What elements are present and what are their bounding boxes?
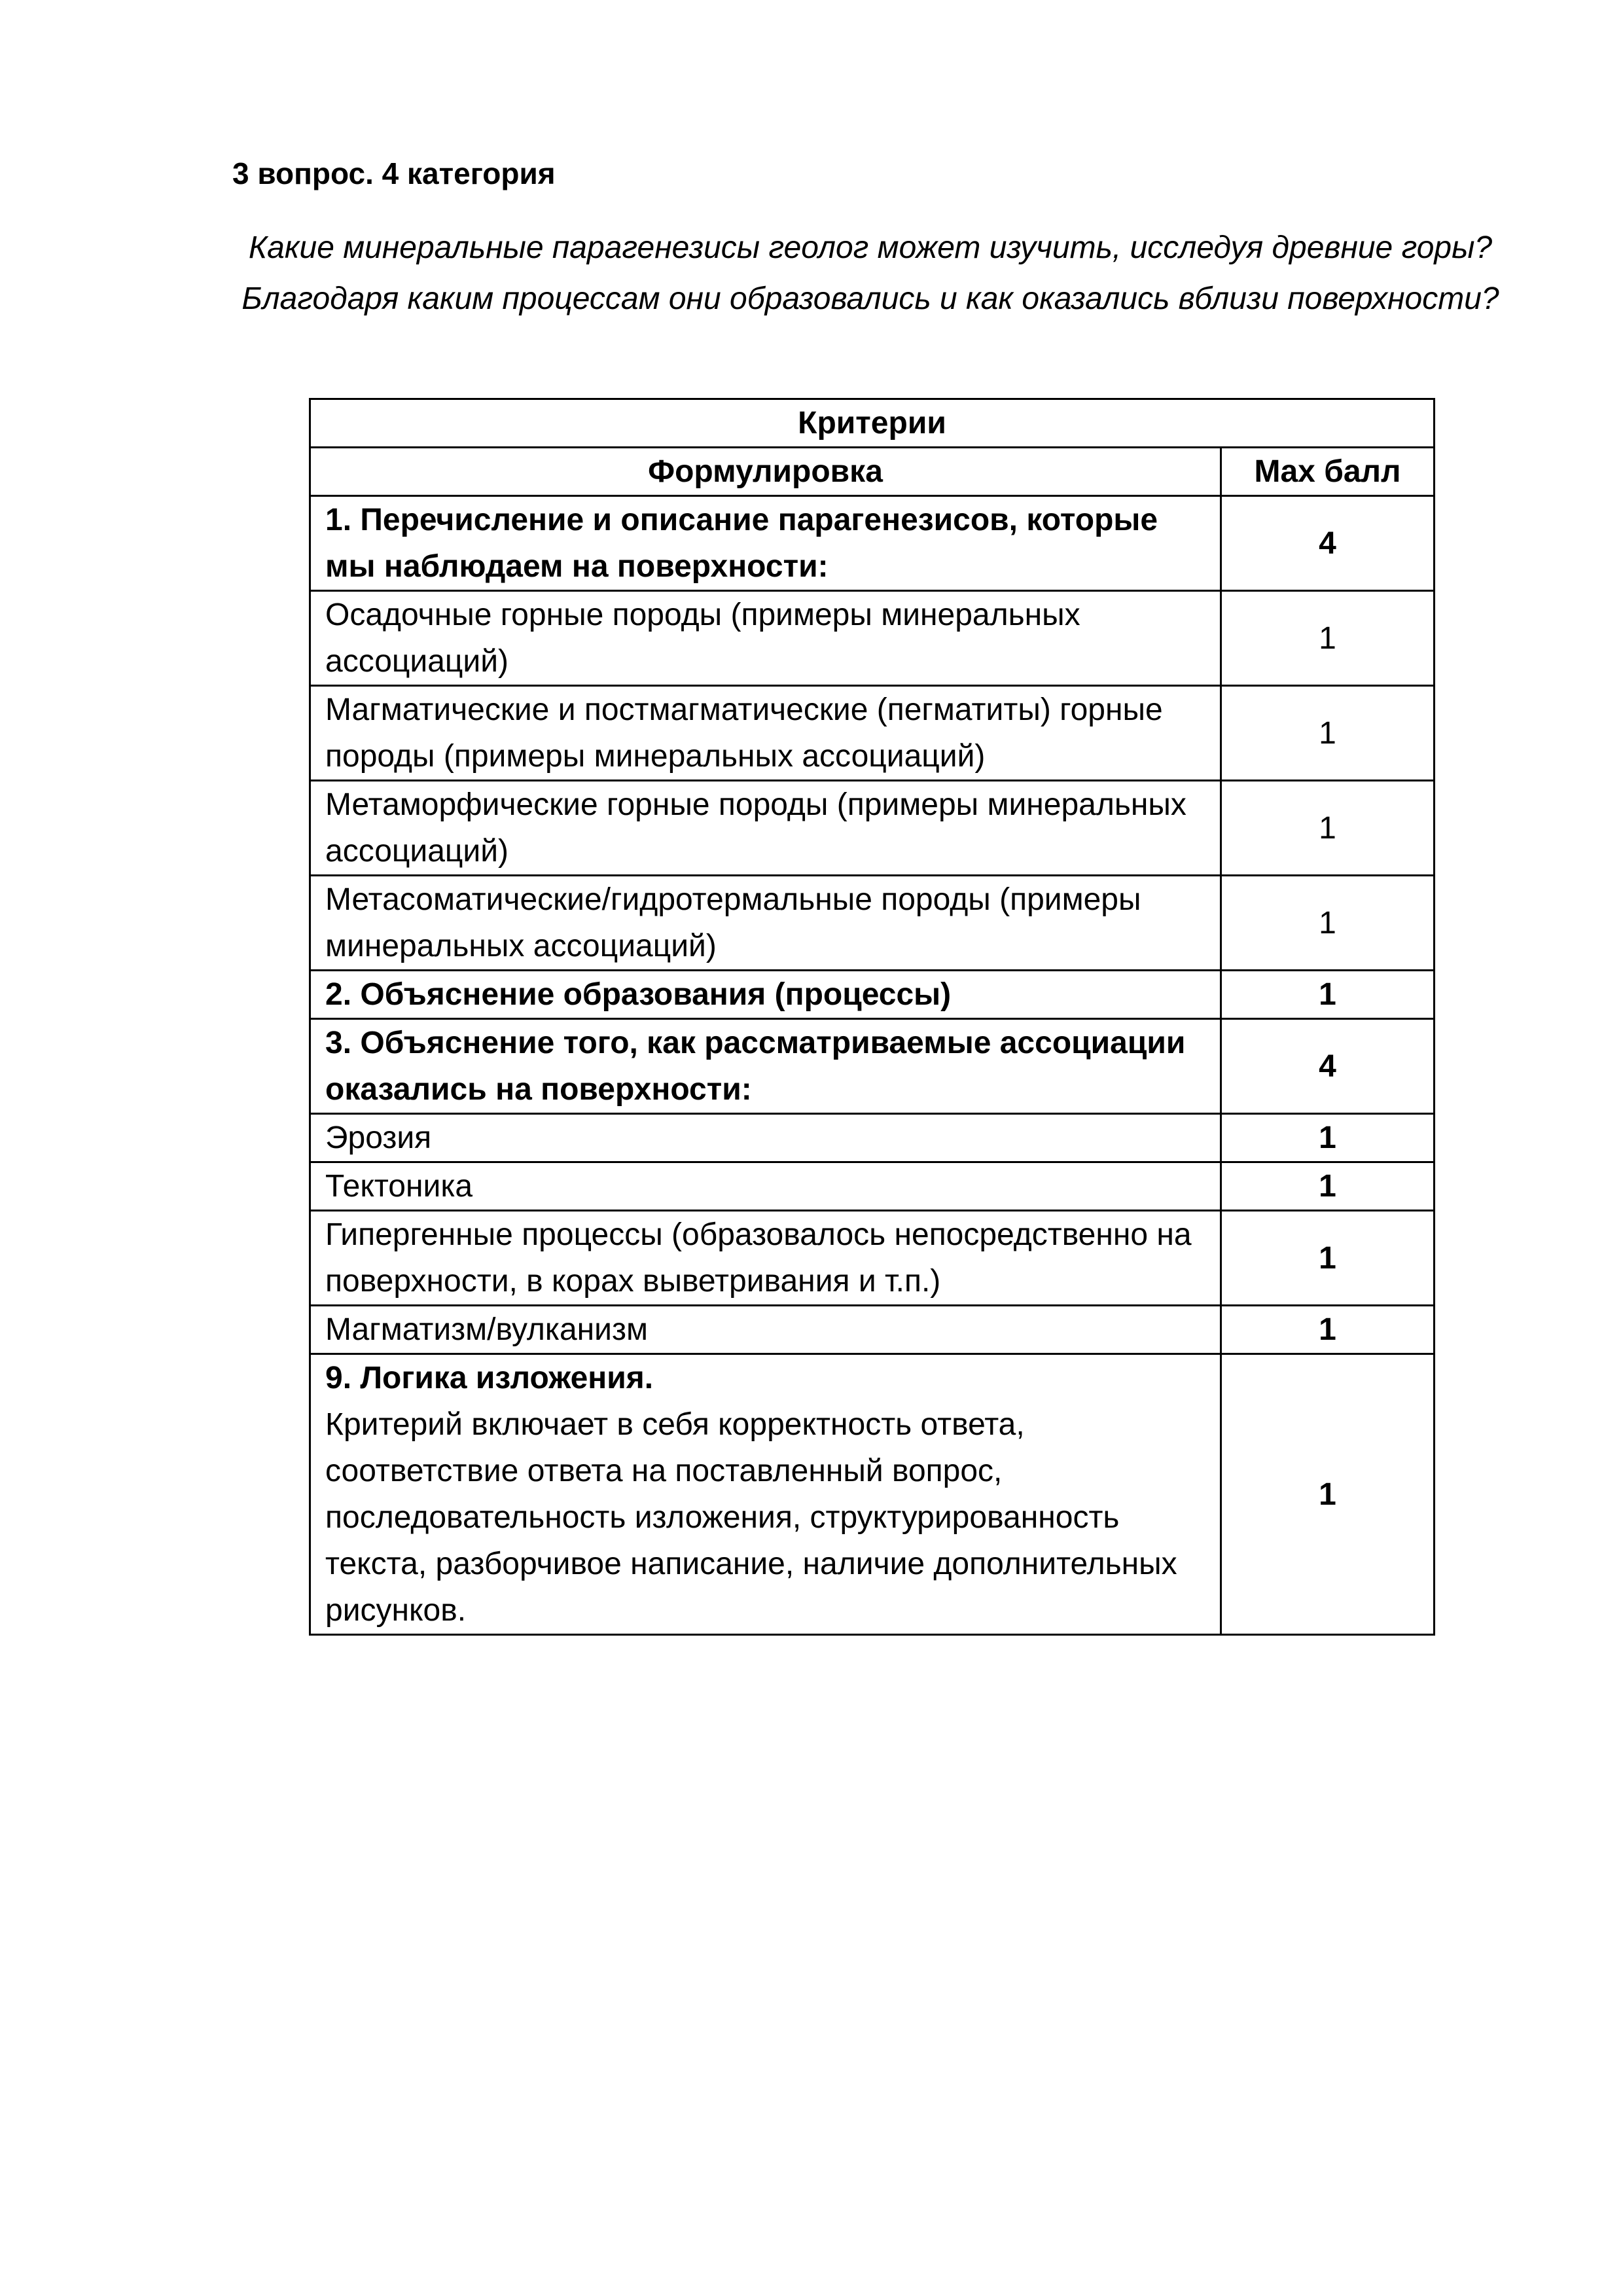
criterion-text: Магматические и постмагматические (пегматиты) горные породы (примеры минеральных ассоциаций) [310,686,1221,781]
table-row [310,1019,1435,1114]
criterion-text: Тектоника [310,1162,1221,1211]
page-heading: 3 вопрос. 4 категория [232,156,556,190]
table-row [310,1162,1435,1211]
criterion-score: 1 [1221,781,1435,876]
criterion-score: 1 [1221,876,1435,971]
criterion-text: Осадочные горные породы (примеры минеральных ассоциаций) [310,591,1221,686]
criterion-score: 4 [1221,496,1435,591]
criterion-cell [310,1354,1221,1635]
criterion-score: 1 [1221,1354,1435,1635]
table-caption: Критерии [310,399,1435,448]
table-header-row [310,448,1435,496]
column-header-formulation: Формулировка [310,448,1221,496]
criterion-score: 1 [1221,1211,1435,1306]
criterion-text: Метасоматические/гидротермальные породы (примеры минеральных ассоциаций) [310,876,1221,971]
criterion-text: Эрозия [310,1114,1221,1162]
table-row [310,876,1435,971]
table-row [310,591,1435,686]
table-row [310,1354,1435,1635]
criterion-score: 1 [1221,1114,1435,1162]
criterion-score: 1 [1221,591,1435,686]
criterion-text: Метаморфические горные породы (примеры минеральных ассоциаций) [310,781,1221,876]
table-row [310,1211,1435,1306]
table-caption-row [310,399,1435,448]
criterion-score: 1 [1221,971,1435,1019]
criterion-description: Критерий включает в себя корректность ответа, соответствие ответа на поставленный вопрос, последовательность изложения, структурированность текста, разборчивое написание, наличие дополнительных рисунков. [325,1407,1177,1628]
column-header-max-score: Max балл [1221,448,1435,496]
table-row [310,686,1435,781]
criterion-text: 3. Объяснение того, как рассматриваемые ассоциации оказались на поверхности: [310,1019,1221,1114]
criterion-text: Магматизм/вулканизм [310,1306,1221,1354]
criterion-score: 1 [1221,686,1435,781]
question-text: Какие минеральные парагенезисы геолог может изучить, исследуя древние горы? Благодаря каким процессам они образовались и как оказались вблизи поверхности? [241,230,1499,316]
criterion-text: Гипергенные процессы (образовалось непосредственно на поверхности, в корах выветривания и т.п.) [310,1211,1221,1306]
table-row [310,971,1435,1019]
criterion-score: 4 [1221,1019,1435,1114]
table-row [310,781,1435,876]
criterion-title: 9. Логика изложения. [325,1361,654,1395]
criterion-score: 1 [1221,1306,1435,1354]
criterion-text: 1. Перечисление и описание парагенезисов, которые мы наблюдаем на поверхности: [310,496,1221,591]
table-row [310,1306,1435,1354]
table-row [310,1114,1435,1162]
criteria-table [309,398,1435,1636]
table-row [310,496,1435,591]
criterion-score: 1 [1221,1162,1435,1211]
criterion-text: 2. Объяснение образования (процессы) [310,971,1221,1019]
